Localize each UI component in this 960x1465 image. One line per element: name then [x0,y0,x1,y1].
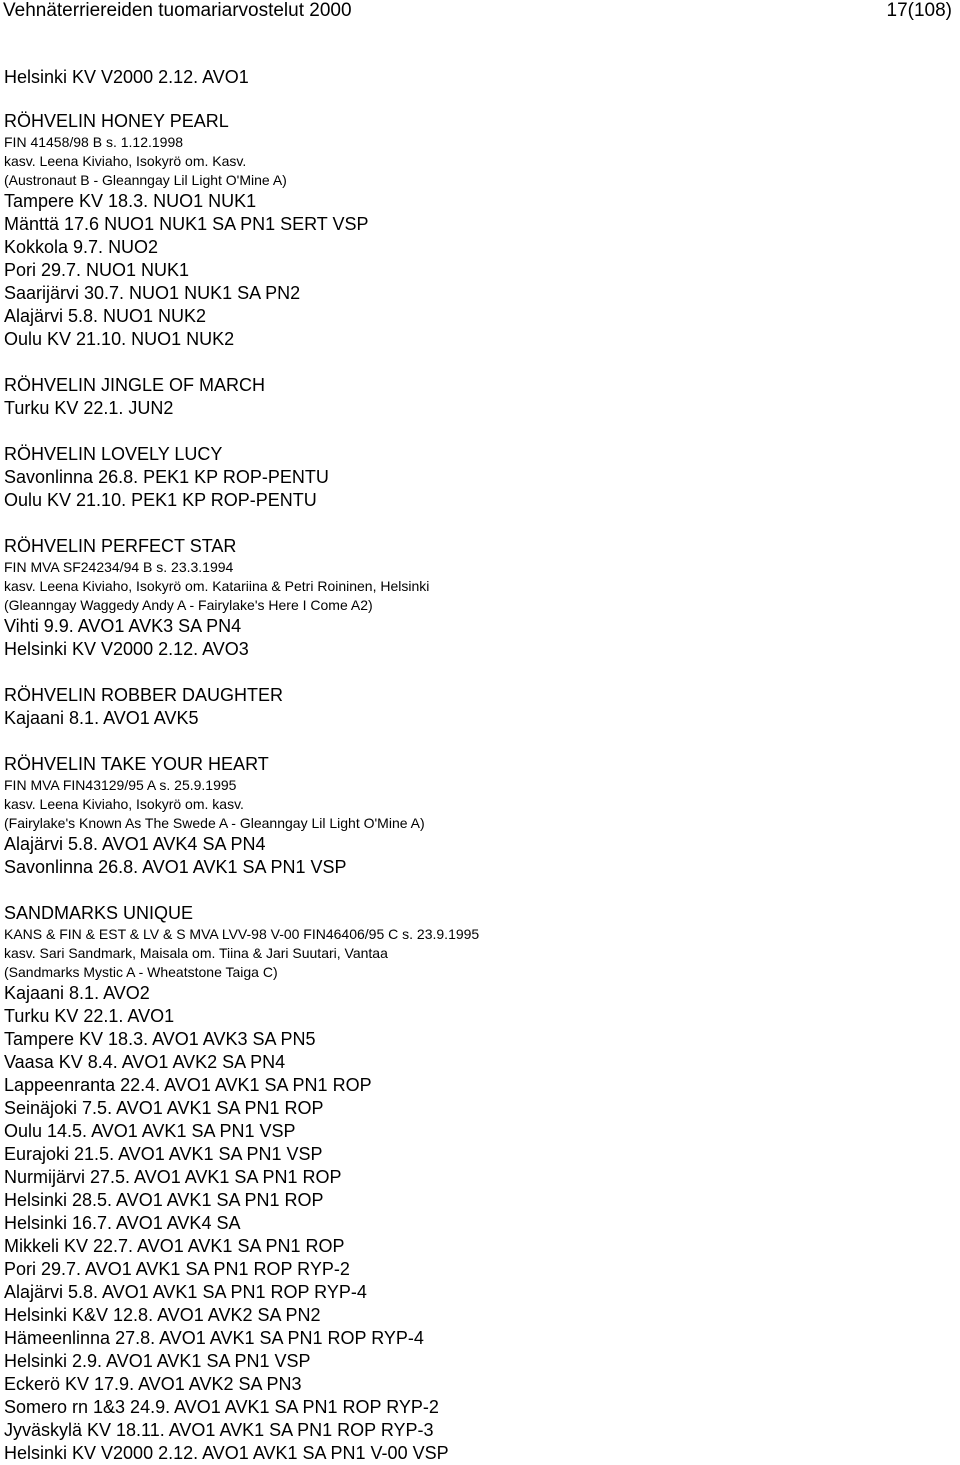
show-result-line: Savonlinna 26.8. PEK1 KP ROP-PENTU [4,467,329,487]
show-result-line: Kokkola 9.7. NUO2 [4,237,159,257]
show-result-line: Tampere KV 18.3. NUO1 NUK1 [4,191,257,211]
spacer [4,89,956,110]
dog-entry [4,684,956,730]
dog-detail-line: KANS & FIN & EST & LV & S MVA LVV-98 V-00 FIN46406/95 C s. 23.9.1995 [4,926,480,942]
show-result-line: Lappeenranta 22.4. AVO1 AVK1 SA PN1 ROP [4,1075,372,1095]
show-result-line: Helsinki KV V2000 2.12. AVO3 [4,639,249,659]
show-result-line: Vaasa KV 8.4. AVO1 AVK2 SA PN4 [4,1052,286,1072]
show-result-line: Somero rn 1&3 24.9. AVO1 AVK1 SA PN1 ROP RYP-2 [4,1397,439,1417]
page-number: 17(108) [886,0,952,21]
show-result-line: Alajärvi 5.8. AVO1 AVK4 SA PN4 [4,834,266,854]
show-result-line: Savonlinna 26.8. AVO1 AVK1 SA PN1 VSP [4,857,347,877]
show-result-line: Helsinki K&V 12.8. AVO1 AVK2 SA PN2 [4,1305,321,1325]
show-result-line: Kajaani 8.1. AVO2 [4,983,150,1003]
show-result-line: Turku KV 22.1. JUN2 [4,398,174,418]
dog-detail-line: (Gleanngay Waggedy Andy A - Fairylake's Here I Come A2) [4,597,373,613]
show-result-line: Oulu KV 21.10. NUO1 NUK2 [4,329,235,349]
spacer [4,351,956,374]
dog-detail-line: kasv. Leena Kiviaho, Isokyrö om. Katariina & Petri Roininen, Helsinki [4,578,430,594]
show-result-line: Eurajoki 21.5. AVO1 AVK1 SA PN1 VSP [4,1144,323,1164]
dog-detail-line: (Austronaut B - Gleanngay Lil Light O'Mine A) [4,172,287,188]
show-result-line: Helsinki 28.5. AVO1 AVK1 SA PN1 ROP [4,1190,324,1210]
show-result-line: Kajaani 8.1. AVO1 AVK5 [4,708,199,728]
show-result-line: Mänttä 17.6 NUO1 NUK1 SA PN1 SERT VSP [4,214,369,234]
dog-name: RÖHVELIN HONEY PEARL [4,111,229,131]
show-result-line: Eckerö KV 17.9. AVO1 AVK2 SA PN3 [4,1374,302,1394]
show-result-line: Saarijärvi 30.7. NUO1 NUK1 SA PN2 [4,283,301,303]
dog-detail-line: FIN MVA FIN43129/95 A s. 25.9.1995 [4,777,237,793]
show-result-line: Helsinki KV V2000 2.12. AVO1 AVK1 SA PN1 V-00 VSP [4,1443,449,1463]
dog-entry [4,902,956,1465]
page-header [3,0,952,24]
dog-entry [4,374,956,420]
show-result-line: Tampere KV 18.3. AVO1 AVK3 SA PN5 [4,1029,316,1049]
show-result-line: Nurmijärvi 27.5. AVO1 AVK1 SA PN1 ROP [4,1167,342,1187]
dog-detail-line: kasv. Leena Kiviaho, Isokyrö om. Kasv. [4,153,247,169]
dog-name: RÖHVELIN JINGLE OF MARCH [4,375,266,395]
show-result-line: Vihti 9.9. AVO1 AVK3 SA PN4 [4,616,242,636]
dog-name: RÖHVELIN ROBBER DAUGHTER [4,685,284,705]
show-result-line: Hämeenlinna 27.8. AVO1 AVK1 SA PN1 ROP RYP-4 [4,1328,424,1348]
dog-entry [4,443,956,512]
dog-entry [4,110,956,351]
show-heading: Helsinki KV V2000 2.12. AVO1 [4,67,249,87]
spacer [4,661,956,684]
dog-detail-line: kasv. Leena Kiviaho, Isokyrö om. kasv. [4,796,244,812]
document-title: Vehnäterriereiden tuomariarvostelut 2000 [3,0,352,21]
dog-name: SANDMARKS UNIQUE [4,903,194,923]
dog-detail-line: kasv. Sari Sandmark, Maisala om. Tiina & Jari Suutari, Vantaa [4,945,388,961]
show-result-line: Oulu 14.5. AVO1 AVK1 SA PN1 VSP [4,1121,296,1141]
show-result-line: Pori 29.7. NUO1 NUK1 [4,260,190,280]
dog-detail-line: FIN MVA SF24234/94 B s. 23.3.1994 [4,559,234,575]
dog-entry [4,535,956,661]
dog-detail-line: (Fairylake's Known As The Swede A - Gleanngay Lil Light O'Mine A) [4,815,425,831]
show-result-line: Helsinki 2.9. AVO1 AVK1 SA PN1 VSP [4,1351,311,1371]
show-result-line: Mikkeli KV 22.7. AVO1 AVK1 SA PN1 ROP [4,1236,345,1256]
document-body [4,66,956,1465]
dog-name: RÖHVELIN PERFECT STAR [4,536,237,556]
spacer [4,512,956,535]
dog-name: RÖHVELIN LOVELY LUCY [4,444,223,464]
show-result-line: Turku KV 22.1. AVO1 [4,1006,175,1026]
dog-detail-line: FIN 41458/98 B s. 1.12.1998 [4,134,184,150]
dog-list [4,110,956,1465]
dog-entry [4,753,956,879]
show-result-line: Helsinki 16.7. AVO1 AVK4 SA [4,1213,241,1233]
spacer [4,730,956,753]
dog-name: RÖHVELIN TAKE YOUR HEART [4,754,269,774]
show-result-line: Jyväskylä KV 18.11. AVO1 AVK1 SA PN1 ROP RYP-3 [4,1420,434,1440]
show-result-line: Alajärvi 5.8. NUO1 NUK2 [4,306,207,326]
show-result-line: Oulu KV 21.10. PEK1 KP ROP-PENTU [4,490,317,510]
spacer [4,420,956,443]
show-result-line: Seinäjoki 7.5. AVO1 AVK1 SA PN1 ROP [4,1098,324,1118]
show-result-line: Alajärvi 5.8. AVO1 AVK1 SA PN1 ROP RYP-4 [4,1282,367,1302]
dog-detail-line: (Sandmarks Mystic A - Wheatstone Taiga C) [4,964,278,980]
show-result-line: Pori 29.7. AVO1 AVK1 SA PN1 ROP RYP-2 [4,1259,350,1279]
spacer [4,879,956,902]
